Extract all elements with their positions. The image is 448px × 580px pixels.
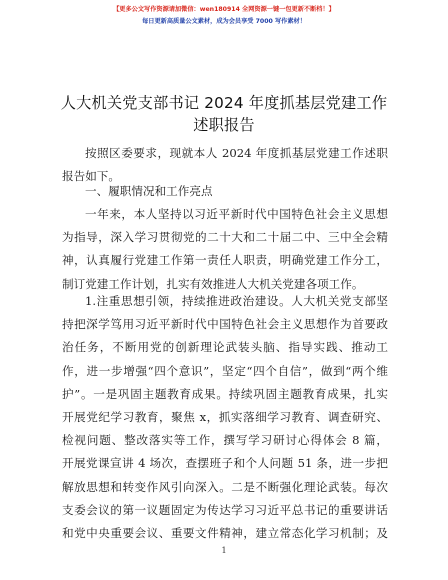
document-title-line-1: 人大机关党支部书记 2024 年度抓基层党建工作	[60, 94, 388, 112]
paragraph-line: 解放思想和转变作风引向深入。二是不断强化理论武装。每次	[62, 479, 388, 494]
paragraph-line: 一年来，本人坚持以习近平新时代中国特色社会主义思想	[85, 207, 388, 221]
paragraph-line: 神，认真履行党建工作第一责任人职责，明确党建工作分工，	[62, 253, 388, 268]
section-heading-1	[62, 180, 388, 203]
section-heading-text: 一、履职情况和工作亮点	[85, 184, 213, 198]
paragraph-line: 为指导，深入学习贯彻党的二十大和二十届二中、三中全会精	[62, 230, 388, 245]
intro-line: 报告如下。	[62, 169, 120, 184]
page-number: 1	[221, 546, 227, 555]
document-title-line-2: 述职报告	[193, 116, 255, 134]
paragraph-line: 和党中央重要会议、重要文件精神，建立常态化学习机制；及	[62, 525, 388, 540]
paragraph-line: 制订党建工作计划，扎实有效推进人大机关党建各项工作。	[62, 276, 364, 291]
paragraph-line: 检视问题、整改落实等工作，撰写学习研讨心得体会 8 篇，	[62, 433, 388, 448]
promo-banner-line-1: 【更多公文写作资源请加微信：wen180914 全网资源一键一包更新不断档！】	[113, 6, 335, 13]
paragraph-overview	[62, 203, 388, 296]
paragraph-line: 1.注重思想引领，持续推进政治建设。人大机关党支部坚	[85, 294, 388, 308]
paragraph-line: 开展党课宣讲 4 场次，查摆班子和个人问题 51 条，进一步把	[62, 456, 388, 471]
document-title	[40, 92, 408, 136]
paragraph-line: 持把深学笃用习近平新时代中国特色社会主义思想作为首要政	[62, 317, 388, 332]
paragraph-line: 治任务，不断用党的创新理论武装头脑、指导实践、推动工	[62, 340, 388, 355]
paragraph-line: 作，进一步增强“四个意识”，坚定“四个自信”，做到“两个维	[62, 363, 388, 378]
paragraph-line: 支委会议的第一议题固定为传达学习习近平总书记的重要讲话	[62, 502, 388, 517]
paragraph-line: 开展党纪学习教育，聚焦 x，抓实落细学习教育、调查研究、	[62, 409, 388, 424]
paragraph-line: 护”。一是巩固主题教育成果。持续巩固主题教育成果，扎实	[62, 386, 388, 401]
promo-banner-line-2: 每日更新高质量公文素材，成为会员享受 7000 写作素材！	[142, 18, 306, 25]
promo-banner	[0, 4, 448, 28]
paragraph-ideological-guidance	[62, 290, 388, 545]
intro-line: 按照区委要求，现就本人 2024 年度抓基层党建工作述职	[85, 146, 388, 160]
